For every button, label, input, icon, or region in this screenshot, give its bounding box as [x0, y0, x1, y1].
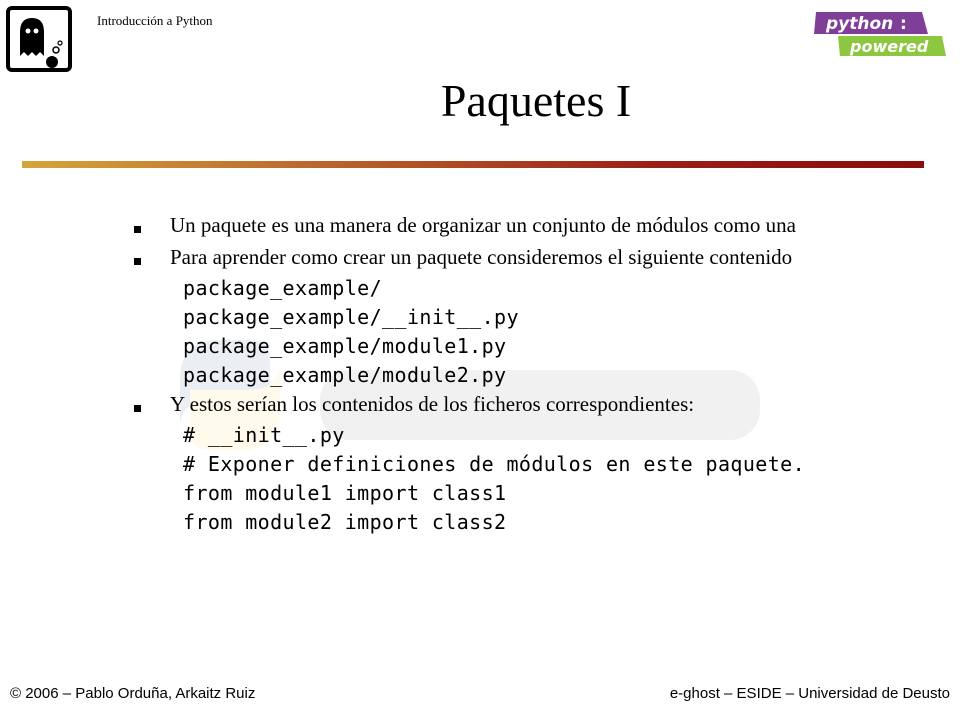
svg-text:powered: powered — [850, 37, 929, 56]
bullet-text: Para aprender como crear un paquete consideremos el siguiente contenido — [170, 245, 793, 269]
code-line: from module2 import class2 — [183, 510, 507, 534]
slide-title: Paquetes I — [440, 75, 632, 126]
code-line: package_example/module2.py — [183, 363, 507, 387]
slide-body — [130, 0, 960, 720]
code-line: package_example/__init__.py — [183, 305, 519, 329]
ghost-icon — [10, 10, 68, 68]
code-line: from module1 import class1 — [183, 481, 507, 505]
code-line: package_example/ — [183, 276, 383, 300]
footer-copyright: © 2006 – Pablo Orduña, Arkaitz Ruiz — [10, 685, 256, 702]
bullet-text: Y estos serían los contenidos de los ficheros correspondientes: — [170, 392, 695, 416]
svg-text::: : — [900, 14, 907, 34]
bullet-text: Un paquete es una manera de organizar un conjunto de módulos como una — [170, 213, 796, 237]
code-line: # Exponer definiciones de módulos en este paquete. — [183, 452, 806, 476]
code-line: package_example/module1.py — [183, 334, 507, 358]
bullet-marker — [134, 405, 141, 412]
footer-institution: e-ghost – ESIDE – Universidad de Deusto — [669, 685, 950, 702]
ghost-logo — [6, 6, 72, 72]
bullet-marker — [134, 258, 141, 265]
course-title: Introducción a Python — [97, 13, 213, 28]
code-line: # __init__.py — [183, 423, 345, 447]
svg-text:python: python — [826, 14, 894, 34]
bullet-marker — [134, 226, 141, 233]
